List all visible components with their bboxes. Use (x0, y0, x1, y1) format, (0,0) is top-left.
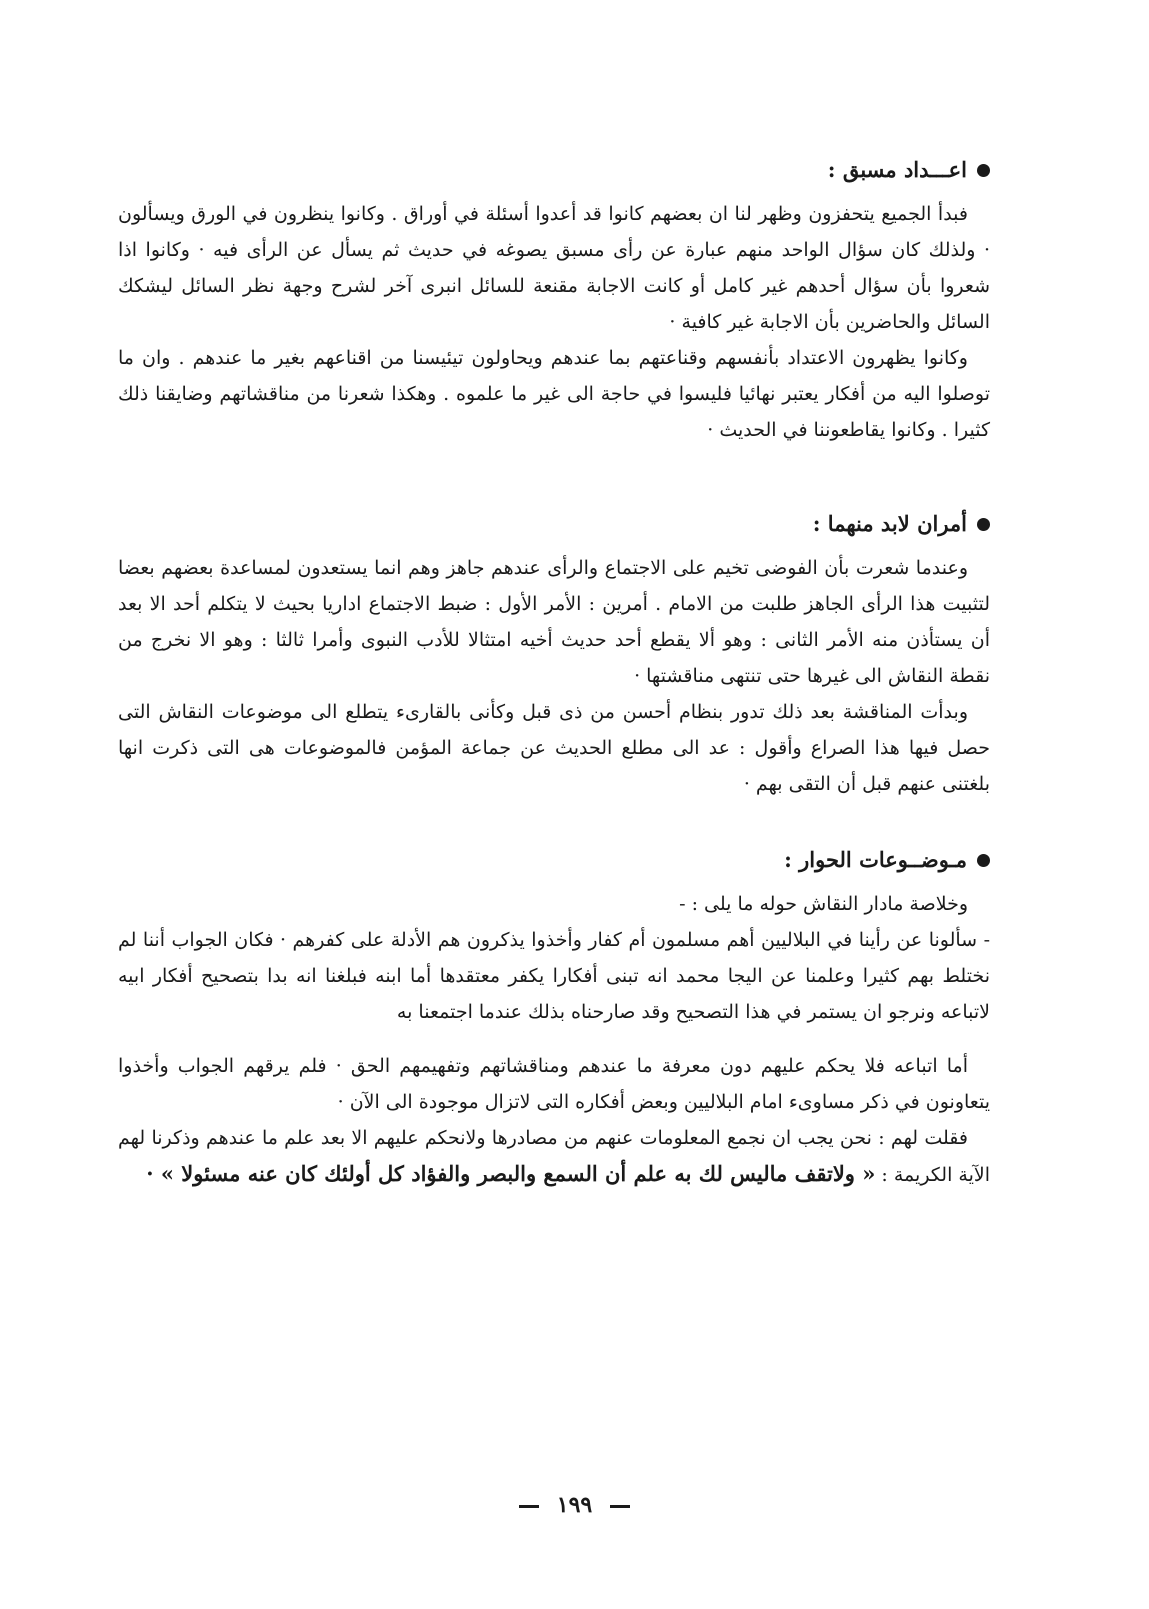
section-heading-text: مـوضــوعات الحوار : (784, 847, 967, 872)
paragraph: وعندما شعرت بأن الفوضى تخيم على الاجتماع والرأى عندهم جاهز وهم انما يستعدون لمساعدة بعضهم بعضا لتثبيت هذا الرأى الجاهز طلبت من الامام . أمرين : الأمر الأول : ضبط الاجتماع اداريا بحيث لا يتكلم أحد الا بعد أن يستأذن منه الأمر الثانى : وهو ألا يقطع أحد حديث أخيه امتثالا للأدب النبوى وأمرا ثالثا : وهو الا نخرج من نقطة النقاش الى غيرها حتى تنتهى مناقشتها · (118, 557, 990, 687)
section-heading-prior-preparation (118, 152, 990, 188)
paragraph: فبدأ الجميع يتحفزون وظهر لنا ان بعضهم كانوا قد أعدوا أسئلة في أوراق . وكانوا ينظرون في الورق ويسألون · ولذلك كان سؤال الواحد منهم عبارة عن رأى مسبق يصوغه في حديث ثم يسأل عن الرأى فيه · وكانوا اذا شعروا بأن سؤال أحدهم غير كامل أو كانت الاجابة مقنعة للسائل انبرى آخر لشرح وجهة نظر السائل ليشكك السائل والحاضرين بأن الاجابة غير كافية · (118, 203, 990, 333)
paragraph: وكانوا يظهرون الاعتداد بأنفسهم وقناعتهم بما عندهم ويحاولون تيئيسنا من اقناعهم بغير ما عندهم . وان ما توصلوا اليه من أفكار يعتبر نهائيا فليسوا في حاجة الى غير ما علموه . وهكذا شعرنا من مناقشاتهم وضايقنا ذلك كثيرا . وكانوا يقاطعوننا في الحديث · (118, 347, 990, 441)
closing-paragraph (118, 1120, 990, 1193)
section-heading-dialogue-topics (118, 842, 990, 878)
paragraph: أما اتباعه فلا يحكم عليهم دون معرفة ما عندهم ومناقشاتهم وتفهيمهم الحق · فلم يرقهم الجواب وأخذوا يتعاونون في ذكر مساوىء امام البلاليين وبعض أفكاره التى لاتزال موجودة الى الآن · (118, 1055, 990, 1113)
section-heading-text: أمران لابد منهما : (812, 511, 967, 536)
bullet-icon (977, 164, 990, 177)
bullet-icon (977, 518, 990, 531)
closing-text: فقلت لهم : نحن يجب ان نجمع المعلومات عنهم من مصادرها ولانحكم عليهم الا بعد علم ما عندهم وذكرنا لهم الآية الكريمة : (118, 1127, 990, 1186)
paragraph: وبدأت المناقشة بعد ذلك تدور بنظام أحسن من ذى قبل وكأنى بالقارىء يتطلع الى موضوعات النقاش التى حصل فيها هذا الصراع وأقول : عد الى مطلع الحديث عن جماعة المؤمن فالموضوعات هى التى ذكرت انها بلغتنى عنهم قبل أن التقى بهم · (118, 701, 990, 795)
section-heading-text: اعـــداد مسبق : (827, 157, 967, 182)
page-content (118, 152, 990, 1193)
bullet-icon (977, 854, 990, 867)
dash-icon (610, 1505, 630, 1508)
paragraph: - سألونا عن رأينا في البلاليين أهم مسلمون أم كفار وأخذوا يذكرون هم الأدلة على كفرهم · فكان الجواب أننا لم نختلط بهم كثيرا وعلمنا عن اليجا محمد انه تبنى أفكارا يكفر معتقدها أما ابنه فبلغنا انه بدا بتصحيح أفكار ابيه لاتباعه ونرجو ان يستمر في هذا التصحيح وقد صارحناه بذلك عندما اجتمعنا به (118, 929, 990, 1023)
section-heading-two-matters (118, 506, 990, 542)
paragraph: وخلاصة مادار النقاش حوله ما يلى : - (679, 893, 968, 915)
dash-icon (519, 1505, 539, 1508)
quran-quote: « ولاتقف ماليس لك به علم أن السمع والبصر والفؤاد كل أولئك كان عنه مسئولا » · (146, 1161, 876, 1186)
page-number (0, 1492, 1149, 1518)
page-number-text: ١٩٩ (556, 1492, 593, 1518)
